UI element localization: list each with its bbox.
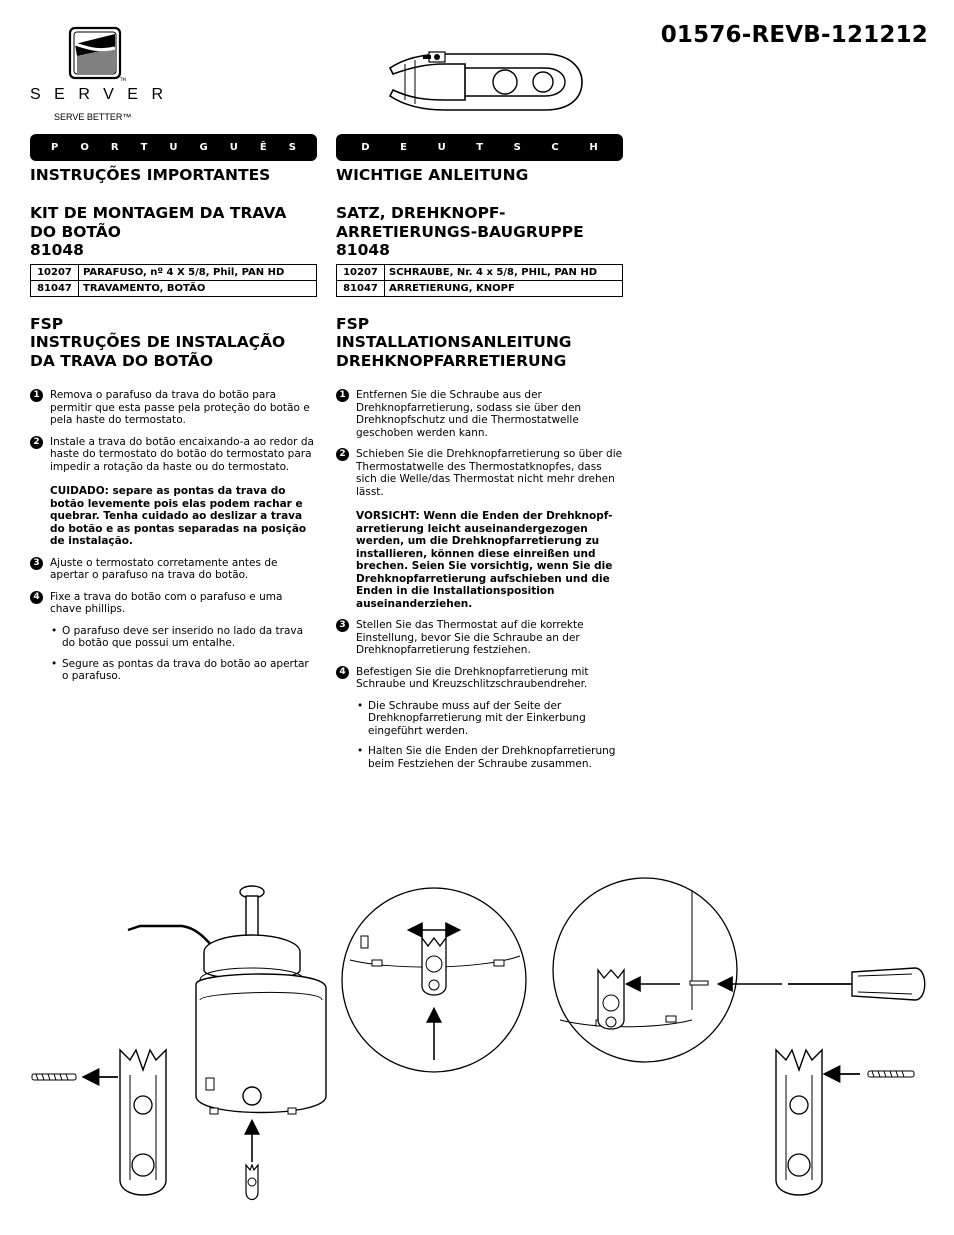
step-text: Fixe a trava do botão com o parafuso e uma chave phillips. xyxy=(50,590,283,615)
part-number: 10207 xyxy=(31,264,79,280)
lang-letter: O xyxy=(80,142,89,153)
portuguese-column xyxy=(30,134,317,691)
bullet-item: • Die Schraube muss auf der Seite der Drehknopfarretierung mit der Einkerbung eingeführt werden. xyxy=(336,700,623,738)
step-text: Entfernen Sie die Schraube aus der Drehknopfarretierung, sodass sie über den Drehknopfschutz und die Thermostatwelle geschoben werden kann. xyxy=(356,389,582,439)
step-badge: 3 xyxy=(30,557,43,570)
installation-illustration xyxy=(0,860,954,1230)
installation-title-line: DREHKNOPFARRETIERUNG xyxy=(336,351,567,370)
step-item xyxy=(30,436,317,474)
table-row xyxy=(337,280,623,296)
brand-name: SERVER xyxy=(30,86,177,103)
part-description: SCHRAUBE, Nr. 4 x 5/8, PHIL, PAN HD xyxy=(385,264,623,280)
lang-letter: R xyxy=(110,142,119,153)
important-instructions-title: INSTRUÇÕES IMPORTANTES xyxy=(30,166,271,184)
steps-list xyxy=(336,389,623,770)
brand-tagline: SERVE BETTER™ xyxy=(54,112,132,122)
caution-note: VORSICHT: Wenn die Enden der Drehknopf-arretierung leicht auseinandergezogen werden, um die Drehknopfarretierung zu installieren, können diese einreißen und brechen. Seien Sie vorsichtig, wenn Sie die Drehknopfarretierung aufschieben und die Enden in die Installationsposition auseinanderziehen. xyxy=(356,510,613,610)
kit-title xyxy=(30,204,317,260)
step-text: Ajuste o termostato corretamente antes de apertar o parafuso na trava do botão. xyxy=(50,556,278,581)
step-badge: 2 xyxy=(30,436,43,449)
lang-letter: D xyxy=(361,142,370,153)
lang-letter: U xyxy=(229,142,238,153)
kit-title xyxy=(336,204,623,260)
step-badge: 2 xyxy=(336,448,349,461)
part-number: 10207 xyxy=(337,264,385,280)
part-description: ARRETIERUNG, KNOPF xyxy=(385,280,623,296)
detail-circle-2 xyxy=(553,878,782,1062)
step-item xyxy=(336,389,623,439)
parts-table xyxy=(30,264,317,297)
bullet-item: • O parafuso deve ser inserido no lado da trava do botão que possui um entalhe. xyxy=(30,625,317,650)
installation-title-line: INSTRUÇÕES DE INSTALAÇÃO xyxy=(30,333,286,351)
lang-letter: T xyxy=(476,142,484,153)
installation-title xyxy=(336,315,623,371)
lang-letter: C xyxy=(551,142,559,153)
steps-list xyxy=(30,389,317,683)
kit-number: 81048 xyxy=(336,241,390,259)
step-badge: 4 xyxy=(30,591,43,604)
step-item xyxy=(336,448,623,498)
step-item xyxy=(30,389,317,427)
installation-title-line: DA TRAVA DO BOTÃO xyxy=(30,351,214,370)
kit-title-line: ARRETIERUNGS-BAUGRUPPE xyxy=(336,222,584,241)
lang-letter: P xyxy=(51,142,59,153)
lang-letter: G xyxy=(199,142,208,153)
table-row xyxy=(31,280,317,296)
step-text: Stellen Sie das Thermostat auf die korrekte Einstellung, bevor Sie die Schraube an der Drehknopfarretierung festziehen. xyxy=(356,619,584,656)
fsp-label: FSP xyxy=(336,314,370,333)
lang-letter: S xyxy=(288,142,296,153)
installation-title xyxy=(30,315,317,371)
installation-title-line: INSTALLATIONSANLEITUNG xyxy=(336,333,572,351)
step-badge: 3 xyxy=(336,619,349,632)
table-row xyxy=(31,264,317,280)
step-badge: 1 xyxy=(30,389,43,402)
server-logo-mark xyxy=(68,26,124,82)
part-description: TRAVAMENTO, BOTÃO xyxy=(79,280,317,296)
step-text: Instale a trava do botão encaixando-a ao redor da haste do termostato do botão do termostato para impedir a rotação da haste ou do termostato. xyxy=(50,435,314,473)
right-clip-exploded xyxy=(776,1050,914,1195)
detail-circle-1 xyxy=(342,888,526,1072)
knob-lock-drawing xyxy=(385,40,585,120)
lang-letter: H xyxy=(589,142,598,153)
caution-note: CUIDADO: separe as pontas da trava do botão levemente pois elas podem rachar e quebrar. Tenha cuidado ao deslizar a trava do botão e as pontas separadas na posição de instalação. xyxy=(50,485,307,547)
left-clip-exploded xyxy=(32,1050,166,1195)
step-item xyxy=(30,591,317,616)
part-number: 81047 xyxy=(337,280,385,296)
lang-letter: E xyxy=(400,142,407,153)
screwdriver-drawing xyxy=(788,968,925,1000)
language-bar-portuguese xyxy=(30,134,317,161)
lang-letter: Ê xyxy=(259,142,267,153)
step-text: Befestigen Sie die Drehknopfarretierung mit Schraube und Kreuzschlitzschraubendreher. xyxy=(356,665,589,690)
lang-letter: U xyxy=(169,142,178,153)
language-bar-german xyxy=(336,134,623,161)
fsp-label: FSP xyxy=(30,314,64,333)
lang-letter: T xyxy=(140,142,148,153)
step-item xyxy=(336,619,623,657)
lang-letter: U xyxy=(437,142,446,153)
step-text: Remova o parafuso da trava do botão para permitir que esta passe pela proteção do botão e pela haste do termostato. xyxy=(50,389,310,426)
step-item xyxy=(336,666,623,691)
step-badge: 4 xyxy=(336,666,349,679)
german-column xyxy=(336,134,623,778)
part-description: PARAFUSO, nº 4 X 5/8, Phil, PAN HD xyxy=(79,264,317,280)
kit-title-line: DO BOTÃO xyxy=(30,222,121,241)
step-text: Schieben Sie die Drehknopfarretierung so über die Thermostatwelle des Thermostatknopfes, dass sich die Welle/das Thermostat nicht mehr drehen lässt. xyxy=(356,448,623,498)
step-item xyxy=(30,557,317,582)
kit-title-line: SATZ, DREHKNOPF- xyxy=(336,204,506,222)
bullet-item: • Segure as pontas da trava do botão ao apertar o parafuso. xyxy=(30,658,317,683)
part-number: 81047 xyxy=(31,280,79,296)
document-number: 01576-REVB-121212 xyxy=(660,22,928,48)
parts-table xyxy=(336,264,623,297)
bullet-item: • Halten Sie die Enden der Drehknopfarretierung beim Festziehen der Schraube zusammen. xyxy=(336,745,623,770)
kit-number: 81048 xyxy=(30,241,84,259)
kit-title-line: KIT DE MONTAGEM DA TRAVA xyxy=(30,204,287,222)
important-instructions-title: WICHTIGE ANLEITUNG xyxy=(336,166,529,184)
lang-letter: S xyxy=(513,142,521,153)
step-badge: 1 xyxy=(336,389,349,402)
svg-text:TM: TM xyxy=(120,77,126,82)
table-row xyxy=(337,264,623,280)
